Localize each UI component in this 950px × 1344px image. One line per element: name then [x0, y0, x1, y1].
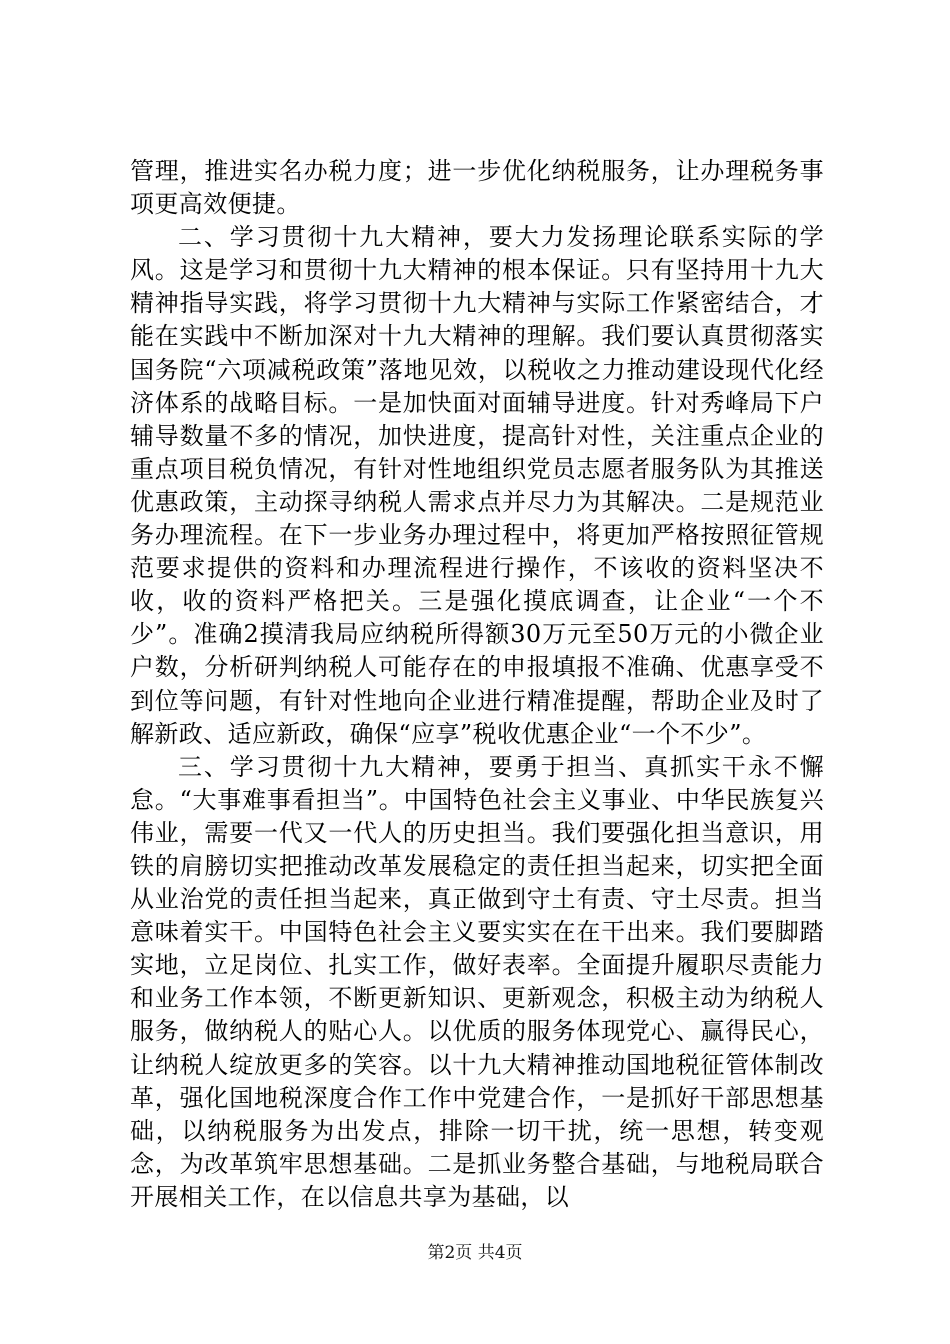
paragraph-section-three: 三、学习贯彻十九大精神，要勇于担当、真抓实干永不懈怠。“大事难事看担当”。中国特色社会主义事业、中华民族复兴伟业，需要一代又一代人的历史担当。我们要强化担当意识，用铁的肩膀切实把推动改革发展稳定的责任担当起来，切实把全面从业治党的责任担当起来，真正做到守土有责、守土尽责。担当意味着实干。中国特色社会主义要实实在在干出来。我们要脚踏实地，立足岗位、扎实工作，做好表率。全面提升履职尽责能力和业务工作本领，不断更新知识、更新观念，积极主动为纳税人服务，做纳税人的贴心人。以优质的服务体现党心、赢得民心，让纳税人绽放更多的笑容。以十九大精神推动国地税征管体制改革，强化国地税深度合作工作中党建合作，一是抓好干部思想基础，以纳税服务为出发点，排除一切干扰，统一思想，转变观念，为改革筑牢思想基础。二是抓业务整合基础，与地税局联合开展相关工作，在以信息共享为基础，以 [130, 752, 824, 1211]
page-number-footer: 第2页 共4页 [427, 1243, 523, 1263]
paragraph-continuation: 管理，推进实名办税力度；进一步优化纳税服务，让办理税务事项更高效便捷。 [130, 157, 824, 219]
document-body [130, 155, 824, 1214]
paragraph-section-two: 二、学习贯彻十九大精神，要大力发扬理论联系实际的学风。这是学习和贯彻十九大精神的根本保证。只有坚持用十九大精神指导实践，将学习贯彻十九大精神与实际工作紧密结合，才能在实践中不断加深对十九大精神的理解。我们要认真贯彻落实国务院“六项减税政策”落地见效，以税收之力推动建设现代化经济体系的战略目标。一是加快面对面辅导进度。针对秀峰局下户辅导数量不多的情况，加快进度，提高针对性，关注重点企业的重点项目税负情况，有针对性地组织党员志愿者服务队为其推送优惠政策，主动探寻纳税人需求点并尽力为其解决。二是规范业务办理流程。在下一步业务办理过程中，将更加严格按照征管规范要求提供的资料和办理流程进行操作，不该收的资料坚决不收，收的资料严格把关。三是强化摸底调查，让企业“一个不少”。准确2摸清我局应纳税所得额30万元至50万元的小微企业户数，分析研判纳税人可能存在的申报填报不准确、优惠享受不到位等问题，有针对性地向企业进行精准提醒，帮助企业及时了解新政、适应新政，确保“应享”税收优惠企业“一个不少”。 [130, 223, 824, 748]
